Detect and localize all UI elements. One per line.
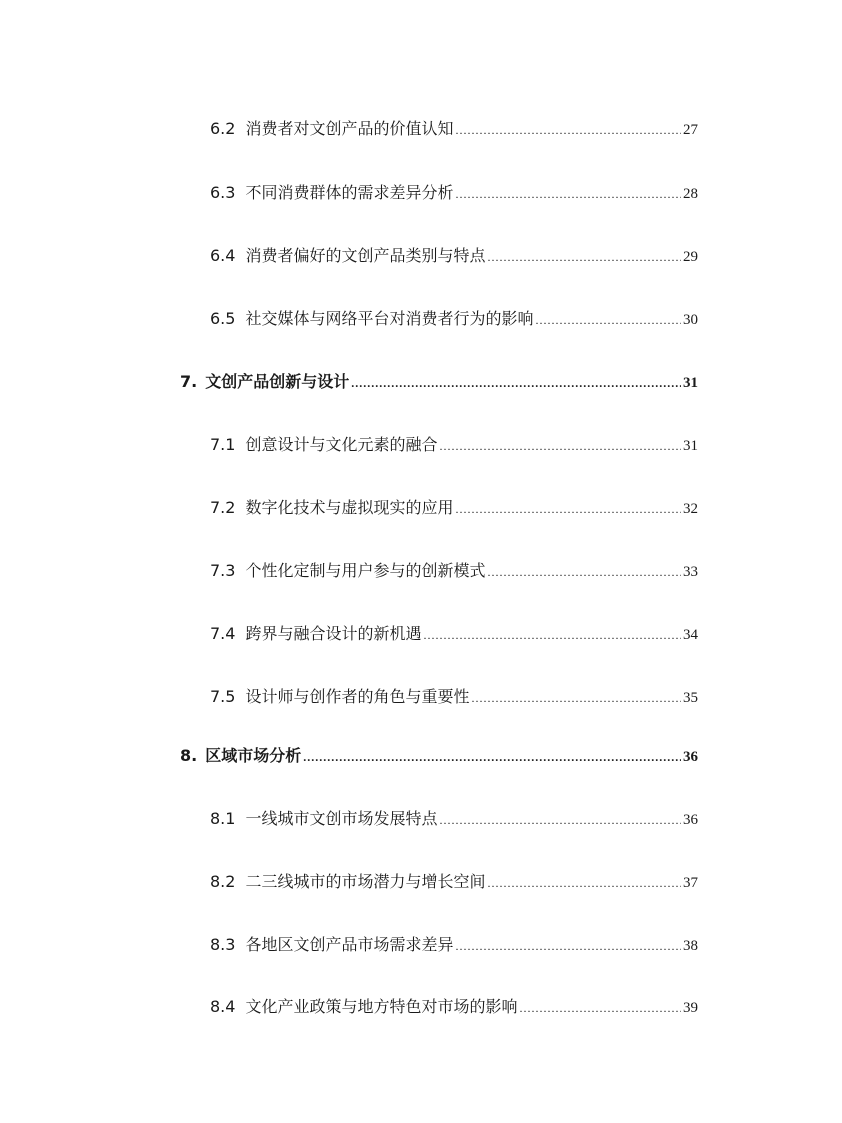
toc-entry-page: 30 — [683, 312, 698, 328]
toc-dot-leader — [423, 628, 681, 643]
toc-dot-leader — [487, 250, 681, 265]
toc-chapter-title: 区域市场分析 — [205, 746, 302, 765]
toc-entry-number: 6.4 — [210, 246, 236, 265]
toc-entry-page: 33 — [683, 564, 698, 580]
toc-entry-title: 个性化定制与用户参与的创新模式 — [245, 561, 486, 580]
toc-entry-7-1[interactable] — [210, 432, 698, 458]
toc-entry-number: 6.3 — [210, 183, 236, 202]
toc-entry-6-5[interactable] — [210, 306, 698, 332]
toc-entry-title: 消费者偏好的文创产品类别与特点 — [245, 246, 486, 265]
toc-entry-7-2[interactable] — [210, 495, 698, 521]
toc-entry-page: 34 — [683, 627, 698, 643]
toc-dot-leader — [519, 1001, 681, 1016]
toc-entry-number: 7.3 — [210, 561, 236, 580]
toc-chapter-page: 36 — [683, 749, 698, 765]
toc-entry-page: 27 — [683, 122, 698, 138]
toc-chapter-number: 7. — [180, 372, 198, 391]
toc-entry-title: 各地区文创产品市场需求差异 — [245, 935, 454, 954]
toc-entry-page: 31 — [683, 438, 698, 454]
toc-entry-number: 8.4 — [210, 997, 236, 1016]
toc-entry-8-4[interactable] — [210, 994, 698, 1020]
toc-chapter-number: 8. — [180, 746, 198, 765]
toc-entry-page: 39 — [683, 1000, 698, 1016]
toc-entry-title: 二三线城市的市场潜力与增长空间 — [245, 872, 486, 891]
toc-entry-page: 28 — [683, 186, 698, 202]
toc-dot-leader — [351, 376, 681, 391]
toc-dot-leader — [487, 565, 681, 580]
toc-dot-leader — [439, 813, 681, 828]
toc-entry-title: 创意设计与文化元素的融合 — [245, 435, 438, 454]
toc-entry-page: 35 — [683, 690, 698, 706]
toc-entry-title: 设计师与创作者的角色与重要性 — [245, 687, 470, 706]
toc-entry-number: 7.4 — [210, 624, 236, 643]
toc-entry-number: 7.2 — [210, 498, 236, 517]
toc-entry-8-2[interactable] — [210, 869, 698, 895]
toc-entry-title: 一线城市文创市场发展特点 — [245, 809, 438, 828]
toc-entry-8-3[interactable] — [210, 932, 698, 958]
toc-entry-page: 38 — [683, 938, 698, 954]
toc-dot-leader — [455, 123, 681, 138]
toc-entry-6-4[interactable] — [210, 243, 698, 269]
toc-entry-page: 37 — [683, 875, 698, 891]
toc-entry-number: 8.3 — [210, 935, 236, 954]
toc-chapter-8[interactable] — [180, 743, 698, 769]
toc-entry-title: 文化产业政策与地方特色对市场的影响 — [245, 997, 518, 1016]
toc-dot-leader — [535, 313, 681, 328]
toc-entry-number: 6.2 — [210, 119, 236, 138]
toc-entry-title: 不同消费群体的需求差异分析 — [245, 183, 454, 202]
toc-dot-leader — [471, 691, 681, 706]
toc-dot-leader — [303, 750, 681, 765]
toc-entry-6-2[interactable] — [210, 116, 698, 142]
toc-entry-page: 36 — [683, 812, 698, 828]
toc-entry-title: 社交媒体与网络平台对消费者行为的影响 — [245, 309, 534, 328]
toc-entry-number: 6.5 — [210, 309, 236, 328]
toc-dot-leader — [455, 187, 681, 202]
toc-entry-7-5[interactable] — [210, 684, 698, 710]
toc-chapter-7[interactable] — [180, 369, 698, 395]
toc-entry-number: 7.5 — [210, 687, 236, 706]
toc-entry-number: 7.1 — [210, 435, 236, 454]
toc-entry-8-1[interactable] — [210, 806, 698, 832]
toc-entry-number: 8.1 — [210, 809, 236, 828]
toc-entry-7-4[interactable] — [210, 621, 698, 647]
toc-chapter-title: 文创产品创新与设计 — [205, 372, 350, 391]
toc-entry-7-3[interactable] — [210, 558, 698, 584]
toc-entry-page: 32 — [683, 501, 698, 517]
toc-dot-leader — [455, 939, 681, 954]
toc-entry-6-3[interactable] — [210, 180, 698, 206]
toc-chapter-page: 31 — [683, 375, 698, 391]
toc-entry-title: 消费者对文创产品的价值认知 — [245, 119, 454, 138]
toc-dot-leader — [487, 876, 681, 891]
toc-entry-page: 29 — [683, 249, 698, 265]
toc-entry-number: 8.2 — [210, 872, 236, 891]
toc-entry-title: 跨界与融合设计的新机遇 — [245, 624, 422, 643]
toc-dot-leader — [455, 502, 681, 517]
toc-dot-leader — [439, 439, 681, 454]
toc-entry-title: 数字化技术与虚拟现实的应用 — [245, 498, 454, 517]
